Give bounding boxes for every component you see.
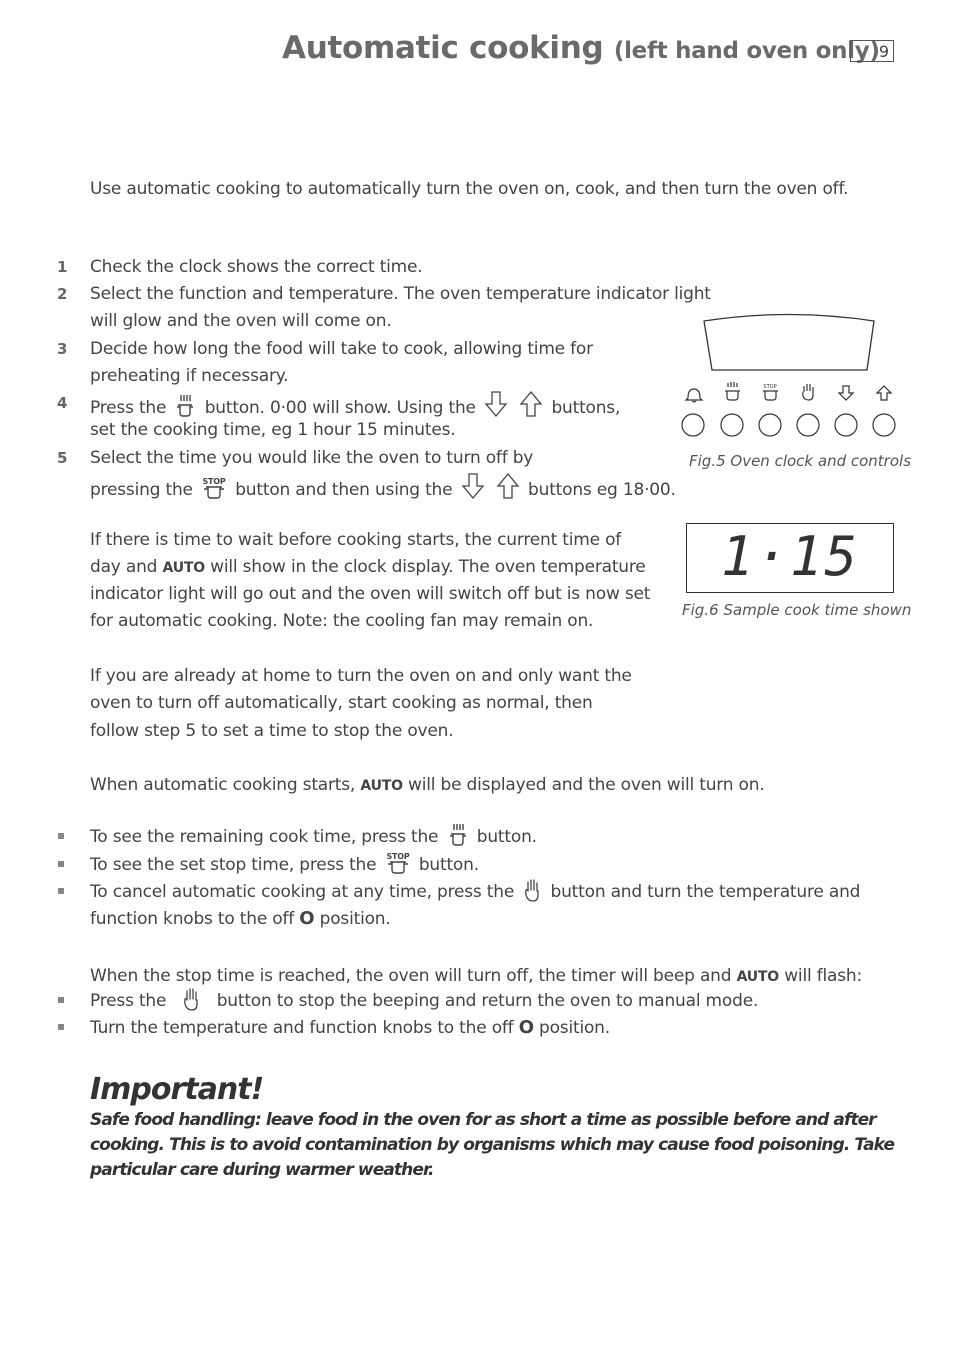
cook-time-icon: [447, 823, 469, 847]
arrow-up-icon: [519, 390, 543, 418]
step-number: 2: [57, 285, 68, 303]
body-text: day and AUTO will show in the clock display. The oven temperature: [90, 557, 646, 577]
figure-caption: Fig.6 Sample cook time shown: [682, 601, 912, 619]
cook-time-icon: [725, 382, 740, 400]
step-number: 1: [57, 258, 68, 276]
control-button: [682, 414, 704, 436]
control-button: [759, 414, 781, 436]
bullet-text: Turn the temperature and function knobs to the off O position.: [90, 1017, 610, 1038]
stop-time-icon: [763, 391, 778, 400]
bullet-marker: [58, 1024, 64, 1030]
stop-time-icon: [385, 851, 411, 875]
bullet-marker: [58, 861, 64, 867]
control-button: [797, 414, 819, 436]
body-text: indicator light will go out and the oven will switch off but is now set: [90, 584, 651, 604]
step-text: Select the time you would like the oven to turn off by: [90, 448, 534, 468]
cook-time-icon: [174, 394, 196, 418]
manual-hand-icon: [181, 987, 201, 1011]
intro-text: Use automatic cooking to automatically turn the oven on, cook, and then turn the oven off.: [90, 179, 849, 199]
arrow-down-icon: [461, 472, 485, 500]
clock-display-outline: [704, 315, 874, 371]
control-button: [721, 414, 743, 436]
title-sub: (left hand oven only): [613, 38, 880, 64]
bullet-text: function knobs to the off O position.: [90, 908, 391, 929]
auto-label: AUTO: [360, 778, 403, 794]
auto-label: AUTO: [736, 969, 779, 985]
control-button: [835, 414, 857, 436]
auto-label: AUTO: [162, 560, 205, 576]
manual-hand-icon: [522, 878, 542, 902]
arrow-up-icon: [496, 472, 520, 500]
bell-icon: [686, 389, 702, 402]
step-text: Select the function and temperature. The oven temperature indicator light: [90, 284, 711, 304]
svg-text:STOP: STOP: [386, 852, 410, 861]
off-symbol: O: [299, 908, 315, 929]
bullet-marker: [58, 888, 64, 894]
step-text: preheating if necessary.: [90, 366, 289, 386]
figure-caption: Fig.5 Oven clock and controls: [689, 452, 912, 470]
stop-time-icon: [201, 476, 227, 500]
body-text: oven to turn off automatically, start cooking as normal, then: [90, 693, 593, 713]
bullet-text: To see the remaining cook time, press the button.: [90, 823, 537, 851]
step-number: 5: [57, 449, 68, 467]
title-main: Automatic cooking: [282, 30, 604, 66]
bullet-marker: [58, 997, 64, 1003]
body-text: If there is time to wait before cooking starts, the current time of: [90, 530, 622, 550]
svg-text:STOP: STOP: [763, 384, 777, 390]
bullet-marker: [58, 833, 64, 839]
important-heading: Important!: [90, 1072, 264, 1107]
step-number: 3: [57, 340, 68, 358]
manual-hand-icon: [803, 384, 813, 400]
step-text: Check the clock shows the correct time.: [90, 257, 423, 277]
off-symbol: O: [518, 1017, 534, 1038]
body-text: When the stop time is reached, the oven will turn off, the timer will beep and AUTO will flash:: [90, 966, 862, 986]
body-text: If you are already at home to turn the oven on and only want the: [90, 666, 632, 686]
bullet-text: To cancel automatic cooking at any time, press the button and turn the temperature and: [90, 878, 860, 906]
page-title: [282, 30, 880, 66]
step-number: 4: [57, 394, 68, 412]
arrow-down-icon: [484, 390, 508, 418]
step-text: Press the button. 0·00 will show. Using the buttons,: [90, 390, 620, 422]
page-number: 9: [850, 40, 894, 62]
bullet-text: To see the set stop time, press the STOP button.: [90, 852, 479, 875]
body-text: for automatic cooking. Note: the cooling fan may remain on.: [90, 611, 594, 631]
sample-display-figure: [686, 523, 894, 593]
bullet-text: Press the button to stop the beeping and return the oven to manual mode.: [90, 987, 758, 1015]
control-button: [873, 414, 895, 436]
body-text: When automatic cooking starts, AUTO will be displayed and the oven will turn on.: [90, 775, 765, 795]
display-time-readout: 1·15: [720, 525, 859, 588]
step-text: pressing the STOP button and then using the buttons eg 18·00.: [90, 472, 676, 504]
important-body: Safe food handling: leave food in the oven for as short a time as possible before and after cooking. This is to avoid contamination by organisms which may cause food poisoning. Take particular care during warmer weather.: [90, 1110, 895, 1180]
arrow-down-icon: [839, 386, 853, 400]
arrow-up-icon: [877, 386, 891, 400]
step-text: set the cooking time, eg 1 hour 15 minutes.: [90, 420, 456, 440]
step-text: Decide how long the food will take to cook, allowing time for: [90, 339, 593, 359]
oven-controls-figure: [676, 310, 902, 440]
body-text: follow step 5 to set a time to stop the oven.: [90, 721, 454, 741]
step-text: will glow and the oven will come on.: [90, 311, 392, 331]
svg-text:STOP: STOP: [202, 477, 226, 486]
